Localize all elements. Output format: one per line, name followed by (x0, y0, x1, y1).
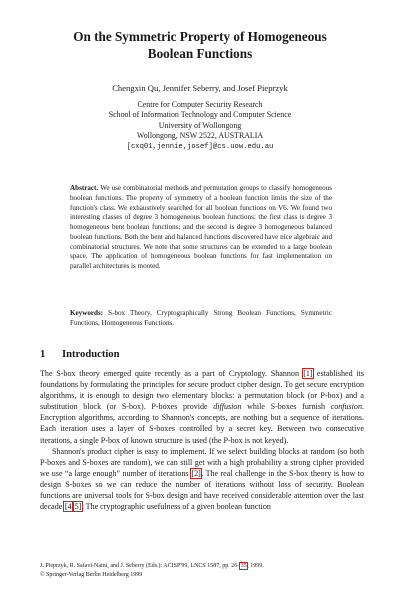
section-number: 1 (40, 349, 46, 360)
footer-citation (40, 562, 364, 571)
keywords-text: S-box Theory, Cryptographically Strong Boolean Functions, Symmetric Functions, Homogeneous Functions. (70, 309, 332, 327)
author-emails: [cxq01,jennie,josef]@cs.uow.edu.au (126, 142, 274, 151)
page-range-link[interactable]: 35 (240, 563, 247, 569)
emphasis-diffusion: diffusion (213, 402, 242, 412)
para2-text-3: , (72, 502, 75, 512)
footer-text-1: J. Pieprzyk, R. Safavi-Naini, and J. Seberry (Eds.): ACISP'99, LNCS 1587, pp. 26– (40, 563, 241, 569)
affiliation-line-4: Wollongong, NSW 2522, AUSTRALIA (136, 131, 264, 141)
para1-text-3: while S-boxes furnish (241, 402, 331, 412)
paragraph-1 (40, 368, 364, 446)
citation-link[interactable]: 5] (74, 502, 82, 512)
citation-link[interactable]: [2] (191, 468, 201, 478)
affiliation-block (0, 100, 400, 152)
para2-text-2: . The real challenge in the S-box theory is how to design S-boxes so we can reduce the number of iterations without loss of security. Boolean functions are universal tools for S-box design and have received considerable attention over the last decade (40, 468, 364, 512)
keywords-heading: Keywords: (70, 309, 104, 317)
paragraph-2 (40, 446, 364, 513)
abstract (70, 184, 332, 272)
para1-text-4: . Encryption algorithms, according to Shannon's concepts, are nothing but a sequence of iterations. Each iteration uses a layer of S-boxes controlled by a secret key. Between two consecutive iterations, a single P-box of known structure is used (the P-box is not keyed). (40, 402, 364, 445)
title-line-2: Boolean Functions (147, 46, 253, 61)
page-footer (40, 562, 364, 580)
affiliation-line-1: Centre for Computer Security Research (137, 100, 263, 109)
affiliation-line-2: School of Information Technology and Computer Science (108, 110, 292, 120)
citation-link[interactable]: [4 (64, 502, 72, 512)
body-text (40, 368, 364, 512)
abstract-heading: Abstract. (70, 184, 99, 192)
citation-link[interactable]: [1] (303, 369, 313, 378)
section-heading (40, 349, 120, 360)
para1-text-2: established its foundations by formulating the principles for secure product cipher design. To get secure encryption algorithms, it is enough to design two elementary blocks: a permutation block (or P-box) and a substitution block (or S-box). P-boxes provide (40, 369, 364, 412)
abstract-text: We use combinatorial methods and permutation groups to classify homogeneous boolean functions. The property of symmetry of a boolean function limits the size of the function's class. We exhaustively searched for all boolean functions on V6. We found two interesting classes of degree 3 homogeneous boolean functions: the first class is degree 3 homogeneous bent boolean functions; and the second is degree 3 homogeneous balanced boolean functions. Both the bent and balanced functions discovered have nice algebraic and combinatorial structures. We note that some structures can be extended to a large boolean space. The application of homogeneous boolean functions for fast implementation on parallel architectures is mooted. (70, 184, 332, 270)
section-title: Introduction (62, 349, 120, 360)
title-line-1: On the Symmetric Property of Homogeneous (73, 29, 327, 44)
emphasis-confusion: confusion (330, 402, 362, 412)
affiliation-line-3: University of Wollongong (158, 120, 242, 130)
para2-text-1: Shannon's product cipher is easy to implement. If we select building blocks at random (so both P-boxes and S-boxes are random), we can still get with a high probability a strong cipher provided we use “a large enough” number of iterations (40, 446, 364, 478)
keywords (70, 309, 332, 329)
author-list: Chengxin Qu, Jennifer Seberry, and Josef Pieprzyk (112, 83, 288, 93)
para2-text-4: . The cryptographic usefulness of a given boolean function (81, 502, 271, 512)
paper-title (40, 28, 360, 62)
footer-copyright: © Springer-Verlag Berlin Heidelberg 1999 (40, 572, 143, 578)
para1-text-1: The S-box theory emerged quite recently as a part of Cryptology. Shannon (40, 369, 303, 378)
footer-text-2: , 1999. (247, 563, 264, 569)
